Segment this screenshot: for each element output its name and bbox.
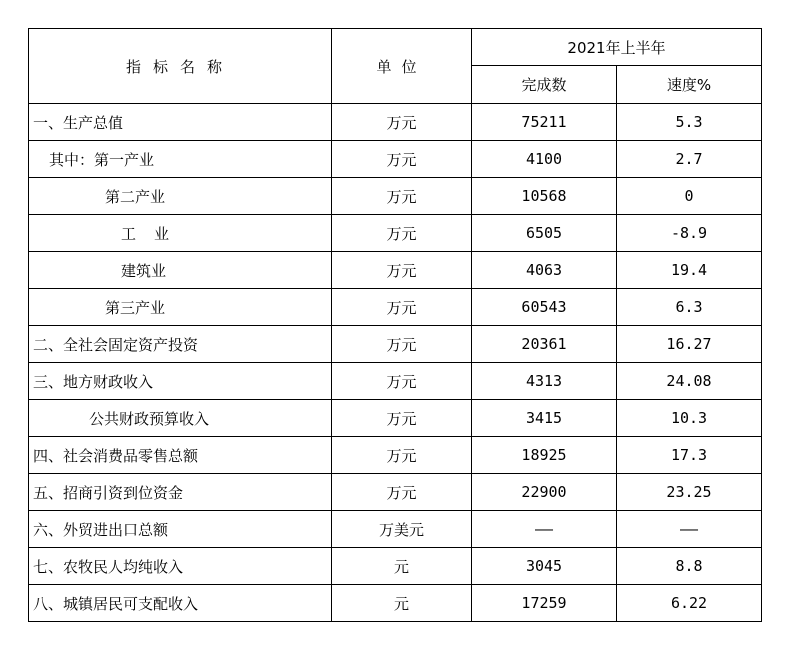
row-value-cell: 17259 xyxy=(472,585,617,622)
row-rate-cell: 24.08 xyxy=(617,363,762,400)
header-value: 完成数 xyxy=(472,66,617,104)
row-rate-cell: 6.3 xyxy=(617,289,762,326)
header-indicator-name: 指标名称 xyxy=(29,29,332,104)
row-value-cell: 3415 xyxy=(472,400,617,437)
table-row xyxy=(29,585,762,622)
table-row xyxy=(29,141,762,178)
row-name-cell: 六、外贸进出口总额 xyxy=(29,511,332,548)
row-name-cell: 建筑业 xyxy=(29,252,332,289)
row-rate-cell: 10.3 xyxy=(617,400,762,437)
row-value-cell: 60543 xyxy=(472,289,617,326)
row-rate-cell: 23.25 xyxy=(617,474,762,511)
row-value-cell: 20361 xyxy=(472,326,617,363)
header-period: 2021年上半年 xyxy=(472,29,762,66)
row-rate-cell: 2.7 xyxy=(617,141,762,178)
row-value-cell: 4063 xyxy=(472,252,617,289)
row-name-cell: 八、城镇居民可支配收入 xyxy=(29,585,332,622)
row-unit-cell: 万元 xyxy=(332,363,472,400)
row-unit-cell: 万元 xyxy=(332,437,472,474)
table-row xyxy=(29,252,762,289)
row-name-cell: 二、全社会固定资产投资 xyxy=(29,326,332,363)
row-unit-cell: 万元 xyxy=(332,178,472,215)
table-row xyxy=(29,289,762,326)
row-value-cell: 75211 xyxy=(472,104,617,141)
table-row xyxy=(29,178,762,215)
table-body xyxy=(29,104,762,622)
row-unit-cell: 万美元 xyxy=(332,511,472,548)
header-row-1 xyxy=(29,29,762,66)
row-name-cell: 一、生产总值 xyxy=(29,104,332,141)
row-rate-cell: -8.9 xyxy=(617,215,762,252)
row-value-cell: 6505 xyxy=(472,215,617,252)
table-row xyxy=(29,548,762,585)
table-row xyxy=(29,215,762,252)
row-unit-cell: 万元 xyxy=(332,104,472,141)
row-unit-cell: 万元 xyxy=(332,400,472,437)
row-unit-cell: 万元 xyxy=(332,252,472,289)
row-unit-cell: 元 xyxy=(332,585,472,622)
row-value-cell: 3045 xyxy=(472,548,617,585)
statistics-table xyxy=(28,28,762,622)
table-row xyxy=(29,363,762,400)
header-unit: 单位 xyxy=(332,29,472,104)
row-rate-cell: 17.3 xyxy=(617,437,762,474)
row-rate-cell: 8.8 xyxy=(617,548,762,585)
header-rate: 速度% xyxy=(617,66,762,104)
table-row xyxy=(29,474,762,511)
row-name-cell: 第二产业 xyxy=(29,178,332,215)
row-unit-cell: 万元 xyxy=(332,215,472,252)
row-name-cell: 三、地方财政收入 xyxy=(29,363,332,400)
row-value-cell: 10568 xyxy=(472,178,617,215)
row-name-cell: 其中：第一产业 xyxy=(29,141,332,178)
row-name-cell: 五、招商引资到位资金 xyxy=(29,474,332,511)
row-name-cell: 第三产业 xyxy=(29,289,332,326)
row-value-cell: 4100 xyxy=(472,141,617,178)
table-row xyxy=(29,104,762,141)
row-name-cell: 公共财政预算收入 xyxy=(29,400,332,437)
row-value-cell: —— xyxy=(472,511,617,548)
row-rate-cell: 19.4 xyxy=(617,252,762,289)
row-unit-cell: 万元 xyxy=(332,474,472,511)
row-unit-cell: 万元 xyxy=(332,326,472,363)
row-rate-cell: 5.3 xyxy=(617,104,762,141)
table-row xyxy=(29,511,762,548)
row-value-cell: 4313 xyxy=(472,363,617,400)
row-name-cell: 四、社会消费品零售总额 xyxy=(29,437,332,474)
table-row xyxy=(29,400,762,437)
row-rate-cell: 16.27 xyxy=(617,326,762,363)
table-row xyxy=(29,437,762,474)
row-unit-cell: 元 xyxy=(332,548,472,585)
row-value-cell: 22900 xyxy=(472,474,617,511)
row-rate-cell: 6.22 xyxy=(617,585,762,622)
row-name-cell: 七、农牧民人均纯收入 xyxy=(29,548,332,585)
row-name-cell: 工业 xyxy=(29,215,332,252)
row-rate-cell: 0 xyxy=(617,178,762,215)
row-rate-cell: —— xyxy=(617,511,762,548)
row-unit-cell: 万元 xyxy=(332,141,472,178)
row-unit-cell: 万元 xyxy=(332,289,472,326)
table-header xyxy=(29,29,762,104)
table-row xyxy=(29,326,762,363)
row-value-cell: 18925 xyxy=(472,437,617,474)
